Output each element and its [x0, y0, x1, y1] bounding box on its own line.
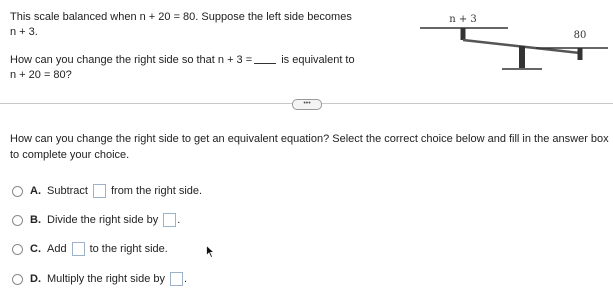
blank-line: [254, 53, 276, 64]
question-text: How can you change the right side to get an equivalent equation? Select the correct choice below and fill in the answer box to complete your choice.: [10, 133, 609, 161]
choice-c-text-after: to the right side.: [89, 243, 168, 255]
choice-d-text-after: .: [184, 273, 188, 285]
choice-c-text-before: Add: [47, 243, 67, 255]
choice-d-letter: D.: [30, 273, 41, 285]
radio-c[interactable]: [12, 244, 23, 255]
prompt-subquestion: [10, 53, 380, 83]
choice-a[interactable]: [12, 183, 202, 199]
radio-a[interactable]: [12, 186, 23, 197]
answer-box-d[interactable]: [170, 272, 183, 286]
prompt-line-4: n + 20 = 80?: [10, 69, 72, 81]
prompt-line-1: This scale balanced when n + 20 = 80. Suppose the left side becomes: [10, 11, 352, 23]
expand-button[interactable]: •••: [292, 99, 322, 110]
answer-box-b[interactable]: [163, 213, 176, 227]
choice-a-text-after: from the right side.: [110, 185, 203, 197]
radio-d[interactable]: [12, 274, 23, 285]
scale-left-label: n + 3: [449, 14, 477, 25]
choice-c[interactable]: [12, 241, 168, 257]
choice-c-letter: C.: [30, 243, 41, 255]
answer-box-c[interactable]: [72, 242, 85, 256]
choice-a-letter: A.: [30, 185, 41, 197]
choice-d-text-before: Multiply the right side by: [47, 273, 165, 285]
prompt-line-3: How can you change the right side so that n + 3 = is equivalent to: [10, 54, 355, 66]
choice-b-text-after: .: [177, 214, 181, 226]
prompt-line-2: n + 3.: [10, 26, 38, 38]
radio-b[interactable]: [12, 215, 23, 226]
mouse-cursor-icon: [206, 245, 215, 261]
balance-scale-figure: [418, 8, 608, 78]
choice-d[interactable]: [12, 271, 187, 287]
choice-b[interactable]: [12, 212, 180, 228]
choice-b-letter: B.: [30, 214, 41, 226]
choice-b-text-before: Divide the right side by: [47, 214, 159, 226]
prompt-text: [10, 10, 380, 40]
answer-box-a[interactable]: [93, 184, 106, 198]
choice-a-text-before: Subtract: [47, 185, 88, 197]
scale-right-label: 80: [573, 30, 587, 41]
